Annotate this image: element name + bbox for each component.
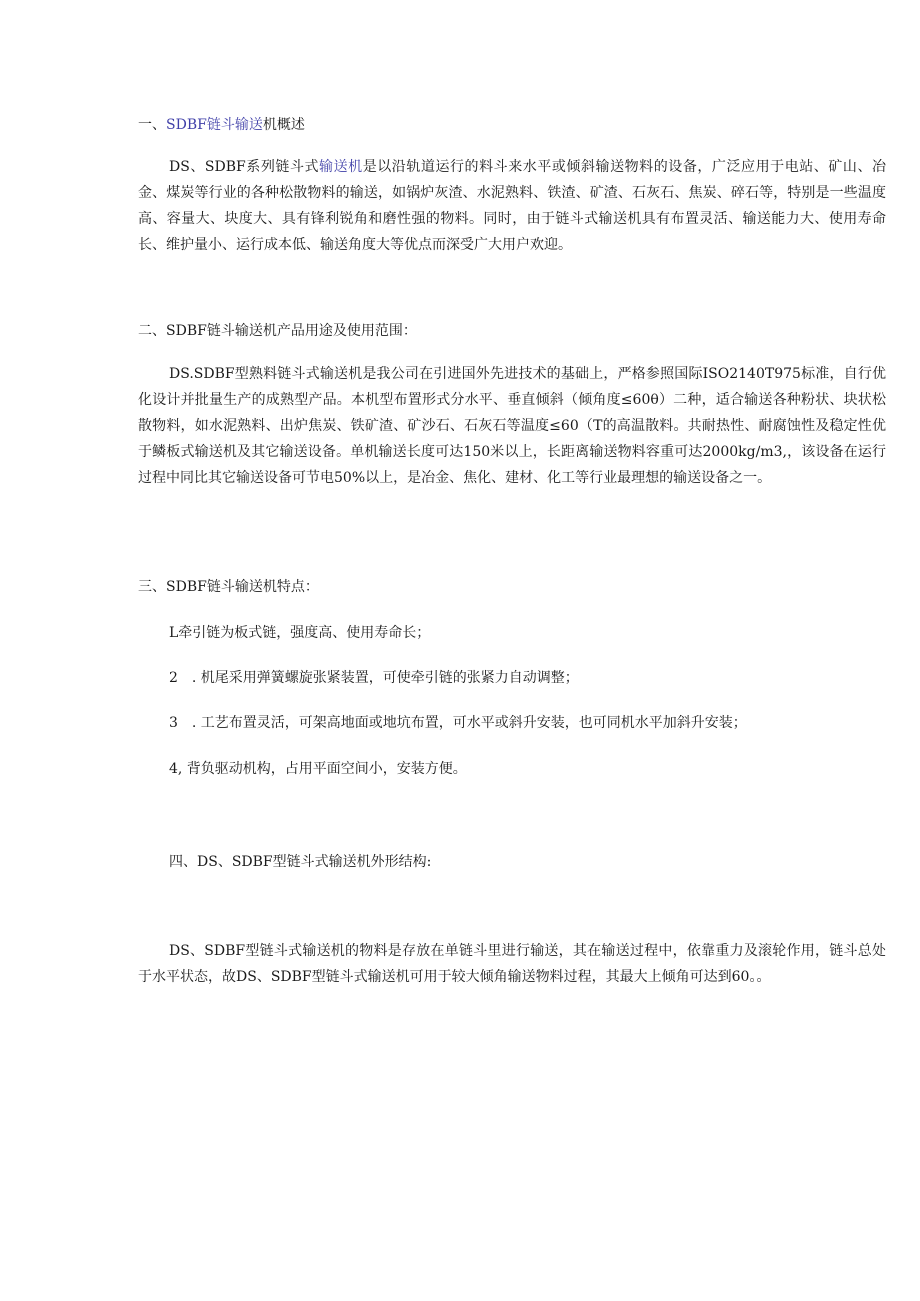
section-1-heading — [138, 112, 886, 138]
section-2-paragraph: DS.SDBF型熟料链斗式输送机是我公司在引进国外先进技术的基础上，严格参照国际ISO2140T975标准，自行优化设计并批量生产的成熟型产品。本机型布置形式分水平、垂直倾斜（倾角度≤60θ）二种，适合输送各种粉状、块状松散物料，如水泥熟料、出炉焦炭、铁矿渣、矿沙石、石灰石等温度≤60（T的高温散料。共耐热性、耐腐蚀性及稳定性优于鳞板式输送机及其它输送设备。单机输送长度可达150米以上，长距离输送物料容重可达2000kg∕m3,，该设备在运行过程中同比其它输送设备可节电50%以上，是冶金、焦化、建材、化工等行业最理想的输送设备之一。 — [138, 366, 886, 486]
paragraph-text: 是以沿轨道运行的料斗来水平或倾斜输送物料的设备，广泛应用于电站、矿山、冶金、煤炭等行业的各种松散物料的输送，如锅炉灰渣、水泥熟料、铁渣、矿渣、石灰石、焦炭、碎石等，特别是一些温度高、容量大、块度大、具有锋利锐角和磨性强的物料。同时，由于链斗式输送机具有布置灵活、输送能力大、使用寿命长、维护量小、运行成本低、输送角度大等优点而深受广大用户欢迎。 — [138, 159, 886, 253]
section-2-heading: 二、SDBF链斗输送机产品用途及使用范围： — [138, 323, 417, 339]
section-4-paragraph: DS、SDBF型链斗式输送机的物料是存放在单链斗里进行输送，其在输送过程中，依靠重力及滚轮作用，链斗总处于水平状态，故DS、SDBF型链斗式输送机可用于较大倾角输送物料过程，其最大上倾角可达到60。。 — [138, 943, 886, 985]
feature-item-3: 3 . 工艺布置灵活，可架高地面或地坑布置，可水平或斜升安装，也可同机水平加斜升安装； — [169, 715, 747, 731]
heading-suffix: 机概述 — [262, 117, 305, 133]
feature-item-4: 4, 背负驱动机构，占用平面空间小，安装方便。 — [169, 761, 467, 777]
paragraph-text: DS、SDBF系列链斗式 — [169, 159, 320, 175]
feature-item-2: 2 . 机尾采用弹簧螺旋张紧装置，可使牵引链的张紧力自动调整； — [169, 670, 579, 686]
conveyor-link[interactable]: 输送机 — [319, 159, 363, 175]
section-4-heading: 四、DS、SDBF型链斗式输送机外形结构: — [169, 854, 432, 870]
section-3-heading: 三、SDBF链斗输送机特点： — [138, 579, 319, 595]
section-1-paragraph — [138, 154, 886, 258]
sdbf-link[interactable]: SDBF链斗输送 — [166, 117, 263, 133]
heading-prefix: 一、 — [138, 117, 166, 133]
feature-item-1: L牵引链为板式链，强度高、使用寿命长； — [169, 625, 431, 641]
